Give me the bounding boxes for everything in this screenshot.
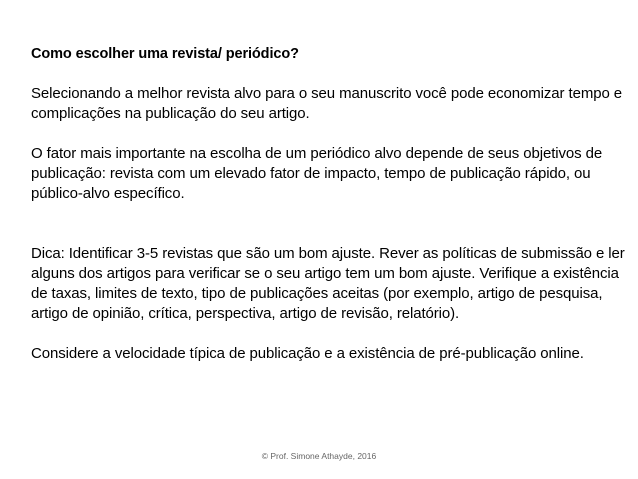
paragraph-intro: Selecionando a melhor revista alvo para o seu manuscrito você pode economizar tempo e complicações na publicação do seu artigo. xyxy=(31,85,623,122)
slide-body xyxy=(31,44,631,364)
paragraph-main-factor: O fator mais importante na escolha de um periódico alvo depende de seus objetivos de publicação: revista com um elevado fator de impacto, tempo de publicação rápido, ou público-alvo específico. xyxy=(31,145,603,202)
slide-title: Como escolher uma revista/ periódico? xyxy=(31,46,299,62)
copyright-footer: © Prof. Simone Athayde, 2016 xyxy=(261,451,377,461)
paragraph-speed: Considere a velocidade típica de publicação e a existência de pré-publicação online. xyxy=(31,345,584,362)
paragraph-tip: Dica: Identificar 3-5 revistas que são um bom ajuste. Rever as políticas de submissão e ler alguns dos artigos para verificar se o seu artigo tem um bom ajuste. Verifique a existência de taxas, limites de texto, tipo de publicações aceitas (por exemplo, artigo de pesquisa, artigo de opinião, crítica, perspectiva, artigo de revisão, relatório). xyxy=(31,245,625,322)
